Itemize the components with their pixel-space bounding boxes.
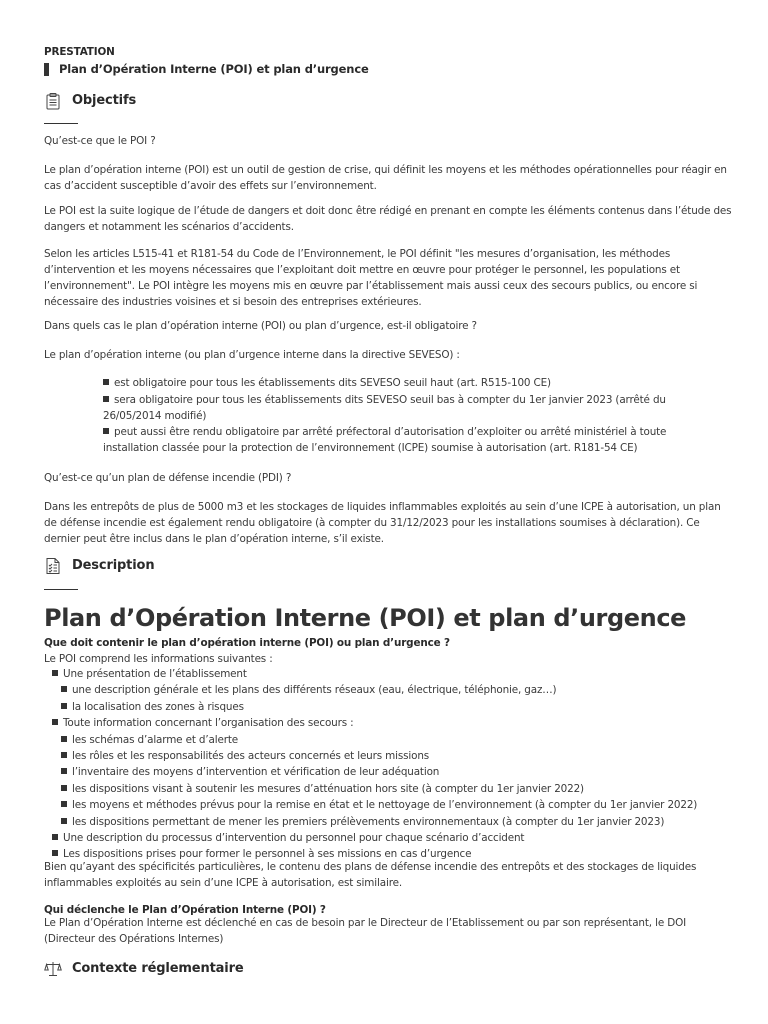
bullet-icon xyxy=(103,428,109,434)
list-item: les dispositions permettant de mener les premiers prélèvements environnementaux (à compter du 1er janvier 2023) xyxy=(61,814,721,830)
page-title: Plan d’Opération Interne (POI) et plan d’urgence xyxy=(44,604,687,632)
bullet-icon xyxy=(61,818,67,824)
clipboard-icon xyxy=(44,92,62,110)
paragraph: Qu’est-ce qu’un plan de défense incendie (PDI) ? xyxy=(44,472,292,484)
paragraph: Le POI comprend les informations suivantes : xyxy=(44,653,273,665)
list-item: Toute information concernant l’organisation des secours : xyxy=(52,715,712,731)
paragraph: Qu’est-ce que le POI ? xyxy=(44,135,156,147)
paragraph: Selon les articles L515-41 et R181-54 du Code de l’Environnement, le POI définit "les mesures d’organisation, les méthodes d’intervention et les moyens nécessaires que l’exploitant doit mettre en œuvre pour protéger le personnel, les populations et l’environnement". Le POI intègre les moyens mis en œuvre par l’établissement mais aussi ceux des secours publics, ou encore si nécessaire des industries voisines et si besoin des entreprises extérieures. xyxy=(44,248,698,308)
section-divider xyxy=(44,123,78,124)
list-item: les moyens et méthodes prévus pour la remise en état et le nettoyage de l’environnement (à compter du 1er janvier 2022) xyxy=(61,797,721,813)
paragraph: Le Plan d’Opération Interne est déclenché en cas de besoin par le Directeur de l’Etablissement ou par son représentant, le DOI (Directeur des Opérations Internes) xyxy=(44,917,687,945)
list-item: les rôles et les responsabilités des acteurs concernés et leurs missions xyxy=(61,748,721,764)
paragraph: Bien qu’ayant des spécificités particulières, le contenu des plans de défense incendie des entrepôts et des stockages de liquides inflammables exploités au sein d’une ICPE à autorisation, est similaire. xyxy=(44,861,697,889)
category-label: PRESTATION xyxy=(44,46,115,58)
title-bar-marker xyxy=(44,63,49,76)
list-item: Les dispositions prises pour former le personnel à ses missions en cas d’urgence xyxy=(52,846,712,862)
bullet-icon xyxy=(61,703,67,709)
list-item: une description générale et les plans des différents réseaux (eau, électrique, téléphonie, gaz…) xyxy=(61,682,721,698)
paragraph: Dans les entrepôts de plus de 5000 m3 et les stockages de liquides inflammables exploités au sein d’une ICPE à autorisation, un plan de défense incendie est également rendu obligatoire (à compter du 31/12/2023 pour les installations soumises à déclaration). Ce dernier peut être inclus dans le plan d’opération interne, s’il existe. xyxy=(44,501,721,545)
question-heading: Que doit contenir le plan d’opération interne (POI) ou plan d’urgence ? xyxy=(44,637,450,649)
bullet-icon xyxy=(52,834,58,840)
section-title: Objectifs xyxy=(72,93,137,108)
bullet-icon xyxy=(61,785,67,791)
list-item: sera obligatoire pour tous les établissements dits SEVESO seuil bas à compter du 1er janvier 2023 (arrêté du 26/05/2014 modifié) xyxy=(103,394,666,422)
section-objectifs-heading xyxy=(44,92,136,110)
bullet-icon xyxy=(52,670,58,676)
section-title: Contexte réglementaire xyxy=(72,961,244,976)
section-title: Description xyxy=(72,558,155,573)
bullet-icon xyxy=(61,736,67,742)
scales-icon xyxy=(44,960,62,978)
list-item: est obligatoire pour tous les établissements dits SEVESO seuil haut (art. R515-100 CE) xyxy=(103,375,723,391)
list-item: Une description du processus d’intervention du personnel pour chaque scénario d’accident xyxy=(52,830,712,846)
bullet-icon xyxy=(61,686,67,692)
paragraph: Dans quels cas le plan d’opération interne (POI) ou plan d’urgence, est-il obligatoire ? xyxy=(44,320,477,332)
section-description-heading xyxy=(44,557,154,575)
paragraph: Le POI est la suite logique de l’étude de dangers et doit donc être rédigé en prenant en compte les éléments contenus dans l’étude des dangers et notamment les scénarios d’accidents. xyxy=(44,205,732,233)
section-contexte-heading xyxy=(44,960,244,978)
section-divider xyxy=(44,589,78,590)
paragraph: Le plan d’opération interne (ou plan d’urgence interne dans la directive SEVESO) : xyxy=(44,349,460,361)
bullet-icon xyxy=(52,850,58,856)
checklist-icon xyxy=(44,557,62,575)
list-item: l’inventaire des moyens d’intervention et vérification de leur adéquation xyxy=(61,764,721,780)
list-item: peut aussi être rendu obligatoire par arrêté préfectoral d’autorisation d’exploiter ou arrêté ministériel à toute installation classée pour la protection de l’environnement (ICPE) soumise à autorisation (art. R181-54 CE) xyxy=(103,426,667,454)
bullet-icon xyxy=(61,752,67,758)
list-item: les dispositions visant à soutenir les mesures d’atténuation hors site (à compter du 1er janvier 2022) xyxy=(61,781,721,797)
bullet-icon xyxy=(61,801,67,807)
bullet-icon xyxy=(61,768,67,774)
list-item: Une présentation de l’établissement xyxy=(52,666,712,682)
list-item: la localisation des zones à risques xyxy=(61,699,721,715)
service-title xyxy=(44,61,369,77)
question-heading: Qui déclenche le Plan d’Opération Interne (POI) ? xyxy=(44,904,326,916)
bullet-icon xyxy=(52,719,58,725)
bullet-icon xyxy=(103,379,109,385)
bullet-icon xyxy=(103,396,109,402)
list-item: les schémas d’alarme et d’alerte xyxy=(61,732,721,748)
paragraph: Le plan d’opération interne (POI) est un outil de gestion de crise, qui définit les moyens et les méthodes opérationnelles pour réagir en cas d’accident susceptible d’avoir des effets sur l’environnement. xyxy=(44,164,727,192)
service-title-text: Plan d’Opération Interne (POI) et plan d’urgence xyxy=(59,62,369,76)
